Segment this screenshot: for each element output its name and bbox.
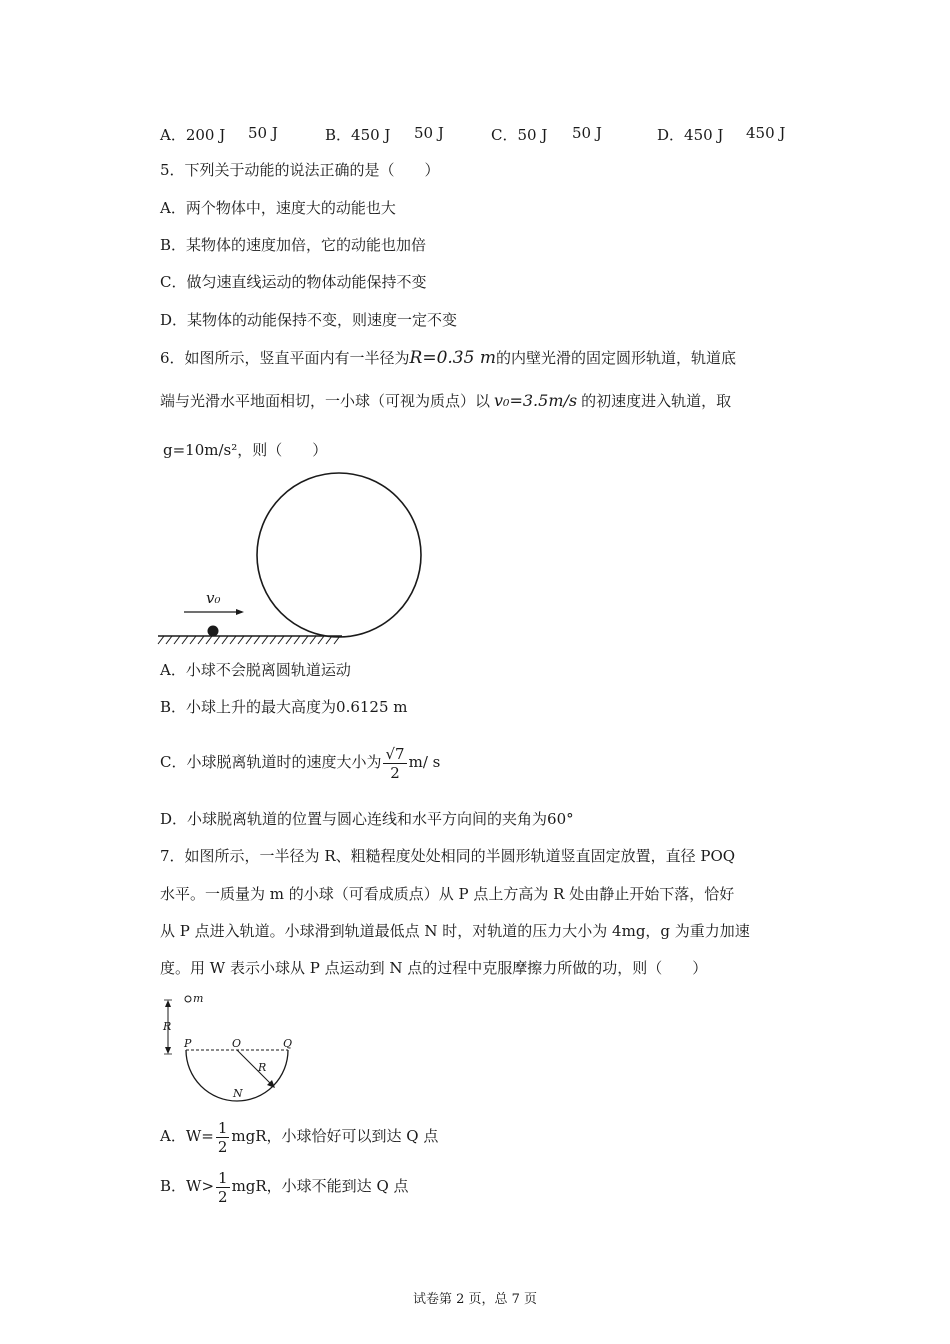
q5-option-a: A．两个物体中，速度大的动能也大 xyxy=(160,199,396,217)
q6-stem-line3: g=10m/s²，则（ ） xyxy=(163,441,328,459)
q7-option-a-fraction xyxy=(216,1119,230,1156)
fraction-numerator: 1 xyxy=(217,1118,228,1137)
q6-option-c xyxy=(160,742,440,782)
velocity-arrow-head xyxy=(236,609,244,615)
fraction-denominator: 2 xyxy=(217,1137,228,1156)
fraction-denominator: 2 xyxy=(390,763,400,782)
fraction-numerator: √7 xyxy=(385,744,405,763)
q7-stem-line2: 水平。一质量为 m 的小球（可看成质点）从 P 点上方高为 R 处由静止开始下落，恰好 xyxy=(160,885,735,903)
q7-option-b-post: mgR，小球不能到达 Q 点 xyxy=(231,1177,409,1195)
q6-option-c-fraction xyxy=(383,745,406,782)
height-arrow-bottom xyxy=(165,1047,171,1054)
q4-option-a-value: 50 J xyxy=(248,124,278,142)
q4-option-d-label: D．450 J xyxy=(657,126,724,144)
q6-stem-line1 xyxy=(160,348,736,368)
height-arrow-top xyxy=(165,1000,171,1007)
q7-fig-m-label: m xyxy=(193,992,204,1005)
q4-option-d-value: 450 J xyxy=(746,124,786,142)
q6-stem-l2-a: 端与光滑水平地面相切，一小球（可视为质点）以 xyxy=(160,392,491,410)
q6-option-b: B．小球上升的最大高度为0.6125 m xyxy=(160,698,408,716)
q7-fig-q-label: Q xyxy=(283,1037,293,1050)
q7-fig-r-height-label: R xyxy=(163,1020,172,1033)
q4-option-c-label: C．50 J xyxy=(491,126,548,144)
q5-option-d: D．某物体的动能保持不变，则速度一定不变 xyxy=(160,311,458,329)
q7-option-a-post: mgR，小球恰好可以到达 Q 点 xyxy=(231,1127,439,1145)
q7-fig-n-label: N xyxy=(233,1087,243,1100)
q4-option-b-value: 50 J xyxy=(414,124,444,142)
q6-option-c-text: C．小球脱离轨道时的速度大小为 xyxy=(160,753,382,771)
q7-option-a-pre: A．W= xyxy=(160,1127,214,1145)
q6-velocity-expr: v₀=3.5m/s xyxy=(494,391,578,410)
q7-option-a xyxy=(160,1116,438,1156)
q4-option-a-label: A．200 J xyxy=(160,126,226,144)
q7-fig-r-radius-label: R xyxy=(258,1061,267,1074)
q6-radius-expr: R=0.35 m xyxy=(409,348,496,368)
q5-option-c: C．做匀速直线运动的物体动能保持不变 xyxy=(160,273,427,291)
q7-option-b-pre: B．W> xyxy=(160,1177,215,1195)
q6-fig-v0-label: v₀ xyxy=(206,589,221,607)
ball xyxy=(208,626,219,637)
q6-stem-line2 xyxy=(160,391,731,411)
q6-option-d: D．小球脱离轨道的位置与圆心连线和水平方向间的夹角为60° xyxy=(160,810,574,828)
fraction-denominator: 2 xyxy=(218,1187,228,1206)
circular-track xyxy=(257,473,421,637)
q7-stem-line4: 度。用 W 表示小球从 P 点运动到 N 点的过程中克服摩擦力所做的功，则（ ） xyxy=(160,959,708,977)
ground-hatching xyxy=(158,636,340,644)
q5-option-b: B．某物体的速度加倍，它的动能也加倍 xyxy=(160,236,427,254)
radius-line xyxy=(237,1050,273,1086)
q4-option-b-label: B．450 J xyxy=(325,126,391,144)
page-footer: 试卷第 2 页，总 7 页 xyxy=(412,1292,538,1307)
q7-stem-line3: 从 P 点进入轨道。小球滑到轨道最低点 N 时，对轨道的压力大小为 4mg，g 为重力加速 xyxy=(160,922,750,940)
falling-ball xyxy=(185,996,191,1002)
q6-circle-track-figure xyxy=(150,470,440,650)
q6-option-a: A．小球不会脱离圆轨道运动 xyxy=(160,661,351,679)
q7-stem-line1: 7．如图所示，一半径为 R、粗糙程度处处相同的半圆形轨道竖直固定放置，直径 POQ xyxy=(160,847,736,865)
q6-option-c-unit: m/ s xyxy=(408,753,441,771)
q7-fig-p-label: P xyxy=(184,1037,192,1050)
q7-fig-o-label: O xyxy=(232,1037,242,1050)
q5-stem: 5．下列关于动能的说法正确的是（ ） xyxy=(160,161,440,179)
q6-stem-l1-b: 的内壁光滑的固定圆形轨道，轨道底 xyxy=(495,349,736,367)
q7-option-b xyxy=(160,1166,409,1206)
fraction-numerator: 1 xyxy=(218,1168,228,1187)
q7-option-b-fraction xyxy=(216,1169,230,1206)
q6-stem-l1-a: 6．如图所示，竖直平面内有一半径为 xyxy=(160,349,410,367)
q6-stem-l2-b: 的初速度进入轨道，取 xyxy=(581,392,732,410)
q4-option-c-value: 50 J xyxy=(572,124,602,142)
